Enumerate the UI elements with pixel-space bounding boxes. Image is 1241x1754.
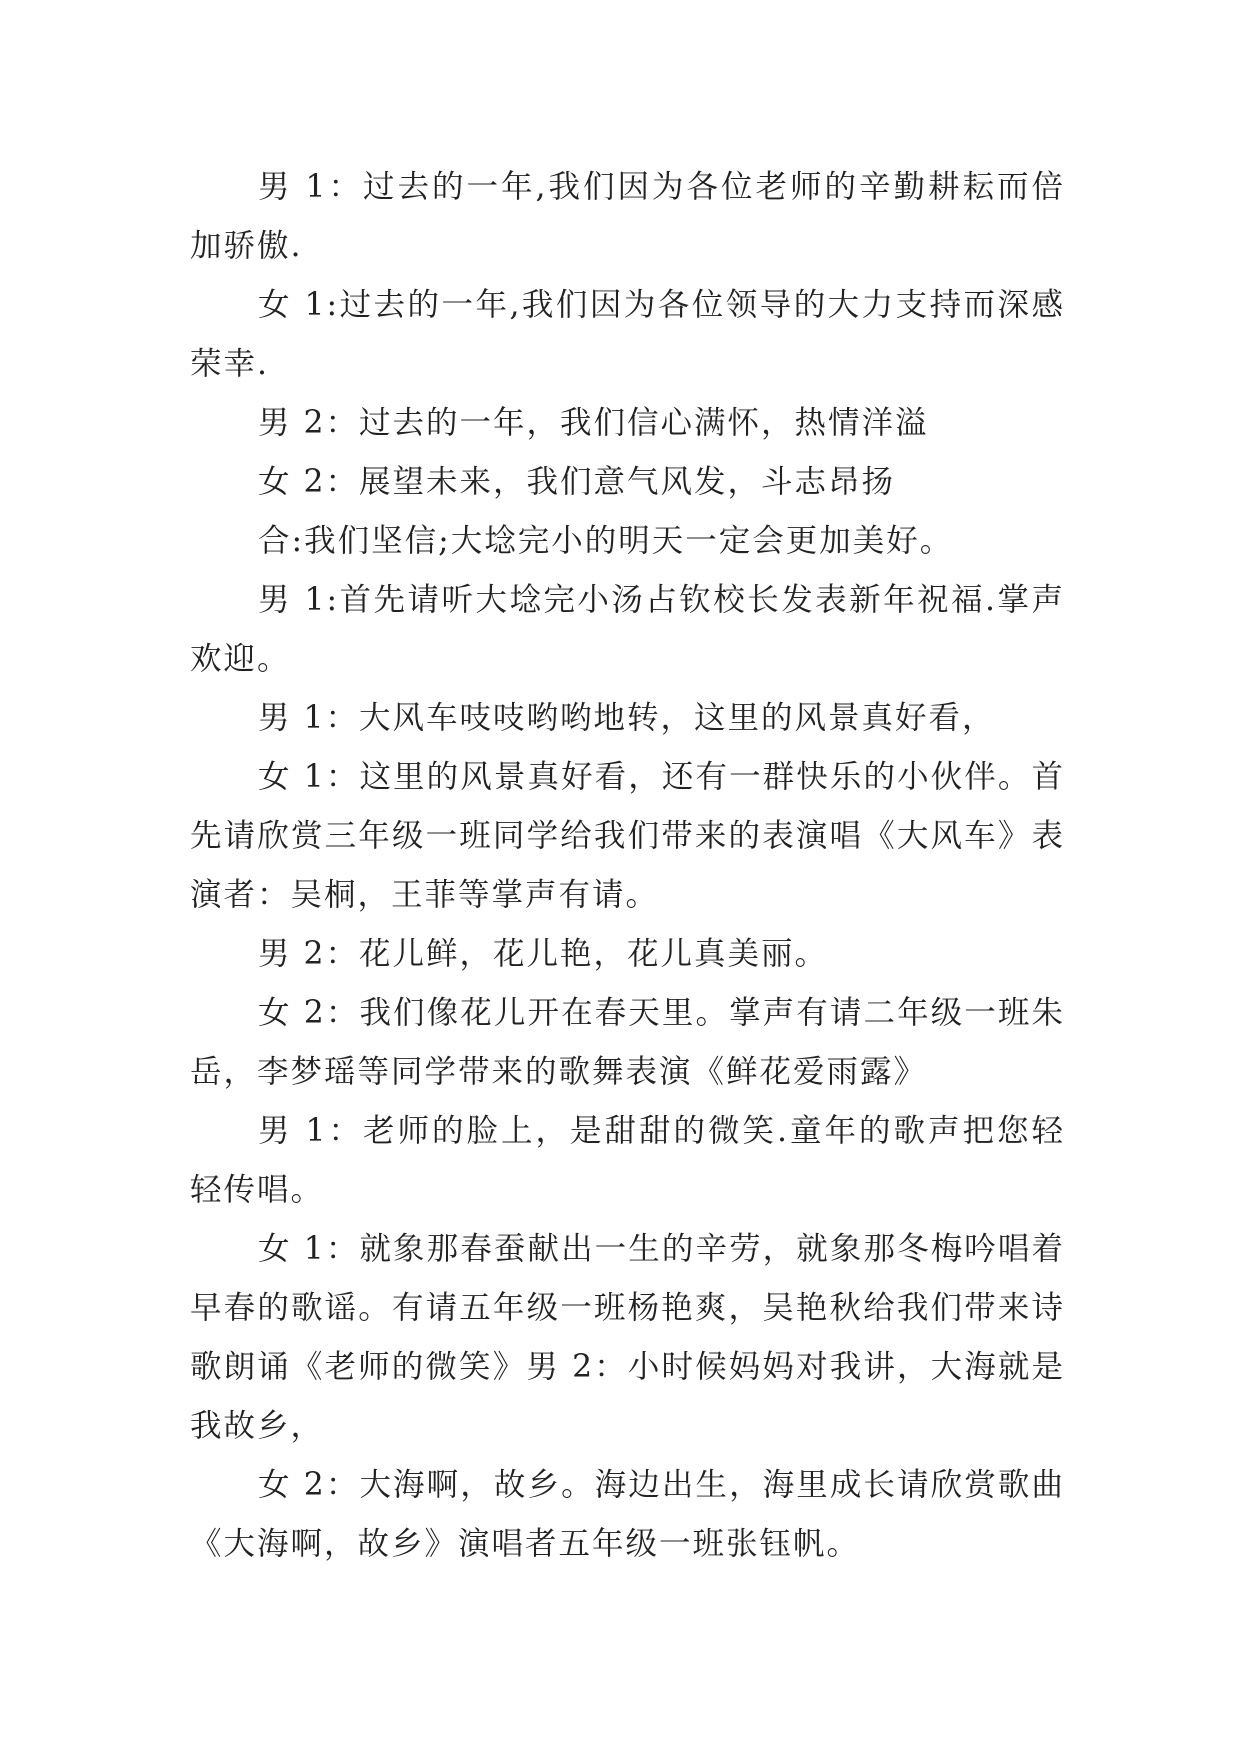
paragraph: 合:我们坚信;大埝完小的明天一定会更加美好。	[258, 523, 954, 559]
paragraph: 女 2：展望未来，我们意气风发，斗志昂扬	[258, 464, 896, 500]
paragraph: 男 1：过去的一年,我们因为各位老师的辛勤耕耘而倍加骄傲.	[190, 169, 1065, 264]
paragraph: 女 1:过去的一年,我们因为各位领导的大力支持而深感荣幸.	[190, 287, 1065, 382]
paragraph: 男 1：老师的脸上，是甜甜的微笑.童年的歌声把您轻轻传唱。	[190, 1113, 1065, 1208]
paragraph: 男 2：花儿鲜，花儿艳，花儿真美丽。	[258, 936, 829, 972]
paragraph: 男 2：过去的一年，我们信心满怀，热情洋溢	[258, 405, 929, 441]
paragraph: 女 1：这里的风景真好看，还有一群快乐的小伙伴。首先请欣赏三年级一班同学给我们带来的表演唱《大风车》表演者：吴桐，王菲等掌声有请。	[190, 759, 1065, 913]
paragraph: 男 1：大风车吱吱哟哟地转，这里的风景真好看，	[258, 700, 996, 736]
paragraph: 男 1:首先请听大埝完小汤占钦校长发表新年祝福.掌声欢迎。	[190, 582, 1065, 677]
paragraph: 女 1：就象那春蚕献出一生的辛劳，就象那冬梅吟唱着早春的歌谣。有请五年级一班杨艳爽，吴艳秋给我们带来诗歌朗诵《老师的微笑》男 2：小时候妈妈对我讲，大海就是我故乡，	[190, 1231, 1065, 1444]
document-body	[190, 158, 1065, 1574]
paragraph: 女 2：我们像花儿开在春天里。掌声有请二年级一班朱岳，李梦瑶等同学带来的歌舞表演《鲜花爱雨露》	[190, 995, 1065, 1090]
paragraph: 女 2：大海啊，故乡。海边出生，海里成长请欣赏歌曲《大海啊，故乡》演唱者五年级一班张钰帆。	[190, 1467, 1065, 1562]
